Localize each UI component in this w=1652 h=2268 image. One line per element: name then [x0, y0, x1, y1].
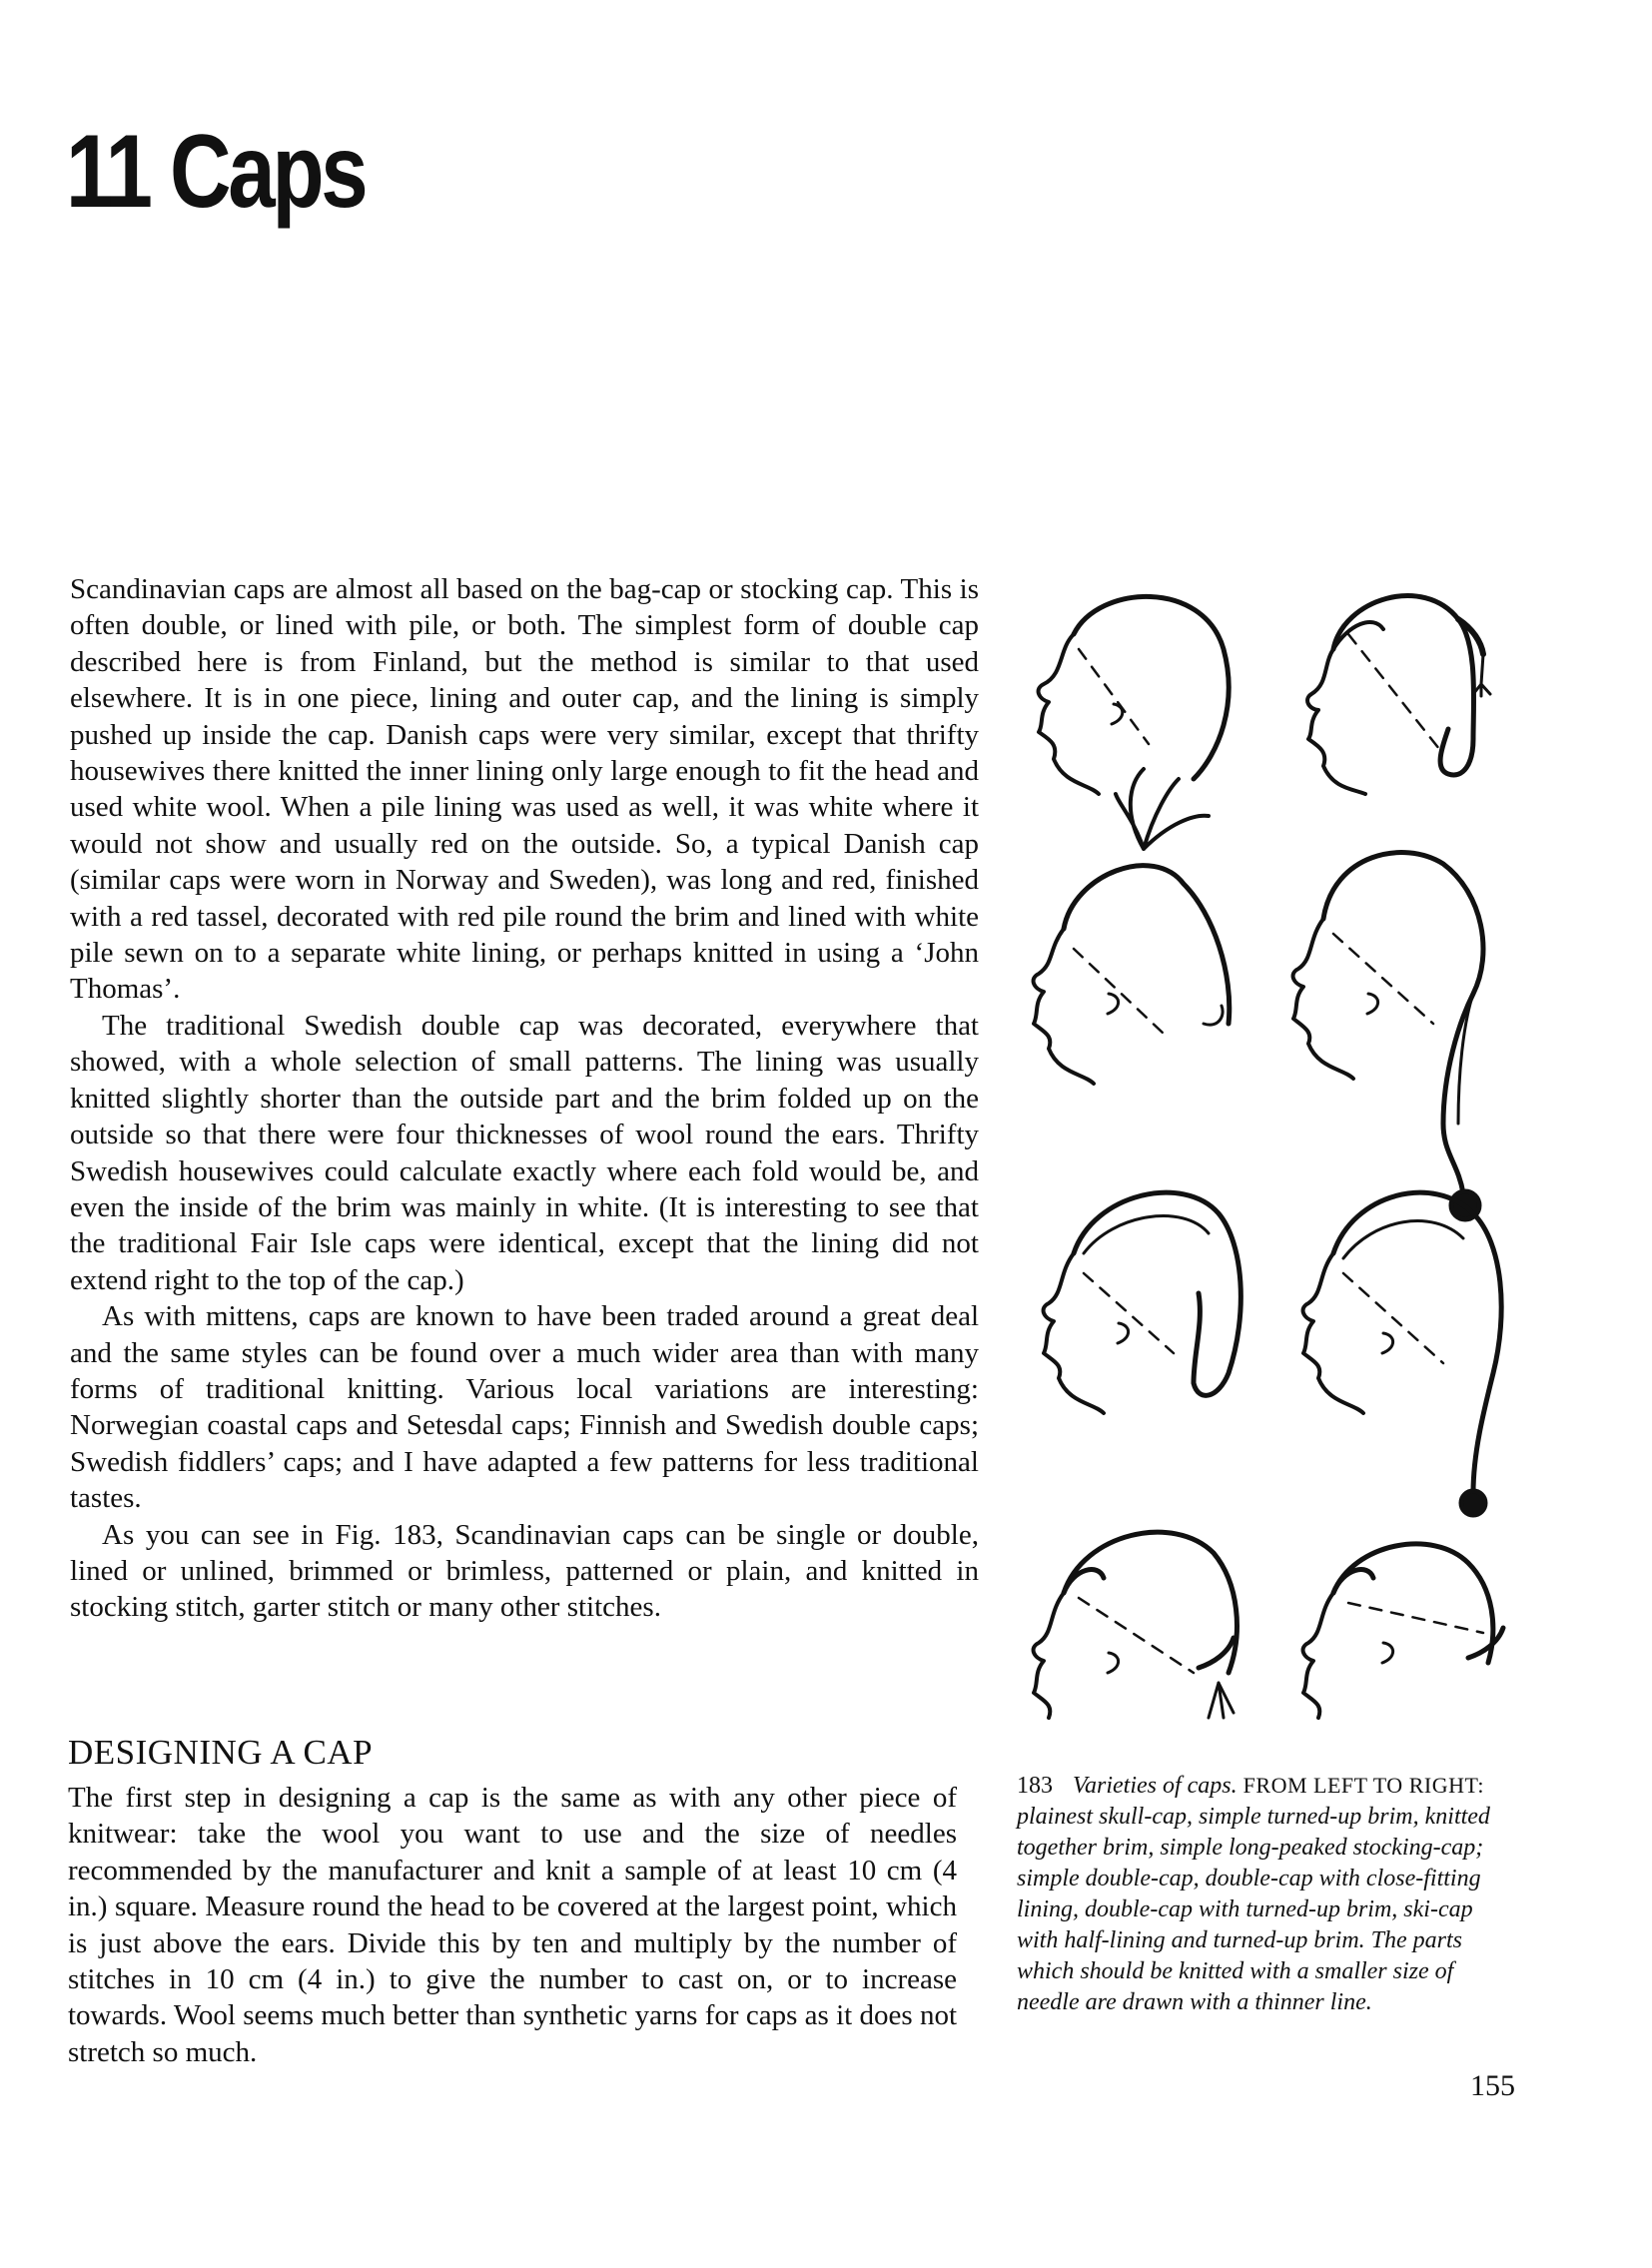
chapter-title: 11 Caps	[66, 114, 366, 230]
intro-paragraph-4: As you can see in Fig. 183, Scandinavian caps can be single or double, lined or unlined, brimmed or brimless, patterned or plain, and knitted in stocking stitch, garter stitch or many other stitches.	[70, 1518, 979, 1624]
section-heading: DESIGNING A CAP	[68, 1733, 374, 1772]
caps-illustration	[1004, 554, 1613, 1728]
figure-title: Varieties of caps.	[1073, 1773, 1238, 1799]
figure-description: plainest skull-cap, simple turned-up brim, knitted together brim, simple long-peaked stocking-cap; simple double-cap, double-cap with close-fitting lining, double-cap with turned-up brim, ski-cap with half-lining and turned-up brim. The parts which should be knitted with a smaller size of needle are drawn with a thinner line.	[1017, 1804, 1490, 2015]
section-text: The first step in designing a cap is the same as with any other piece of knitwear: take the wool you want to use and the size of needles recommended by the manufacturer and knit a sample of at least 10 cm (4 in.) square. Measure round the head to be covered at the largest point, which is just above the ears. Divide this by ten and multiply by the number of stitches in 10 cm (4 in.) to give the number to cast on, or to increase towards. Wool seems much better than synthetic yarns for caps as it does not stretch so much.	[68, 1782, 957, 2068]
cap-drawing-skull-cap	[1039, 596, 1230, 794]
intro-paragraph-3: As with mittens, caps are known to have been traded around a great deal and the same styles can be found over a much wider area than with many forms of traditional knitting. Various local variations are interesting: Norwegian coastal caps and Setesdal caps; Finnish and Swedish double caps; Swedish fiddlers’ caps; and I have adapted a few patterns for less traditional tastes.	[70, 1300, 979, 1515]
cap-drawing-close-lining	[1303, 1192, 1502, 1515]
intro-paragraph-2: The traditional Swedish double cap was decorated, everywhere that showed, with a whole selection of small patterns. The lining was usually knitted slightly shorter than the outside part and the brim folded up on the outside so that there were four thicknesses of wool round the ears. Thrifty Swedish housewives could calculate exactly where each fold would be, and even the inside of the brim was mainly in white. (It is interesting to see that the traditional Fair Isle caps were identical, except that the lining did not extend right to the top of the cap.)	[70, 1009, 979, 1296]
cap-drawing-turned-up-double	[1034, 1532, 1238, 1718]
figure-number: 183	[1017, 1773, 1053, 1799]
cap-drawing-double-cap	[1044, 1192, 1241, 1413]
intro-text	[70, 571, 979, 1626]
figure-direction: FROM LEFT TO RIGHT:	[1242, 1773, 1484, 1798]
cap-drawing-knitted-brim	[1034, 769, 1230, 1084]
cap-drawing-stocking-cap	[1293, 853, 1483, 1219]
cap-drawing-turned-up-brim	[1307, 596, 1490, 794]
page-number: 155	[1470, 2069, 1515, 2102]
cap-drawing-ski-cap	[1303, 1544, 1503, 1718]
intro-paragraph-1: Scandinavian caps are almost all based on the bag-cap or stocking cap. This is often double, or lined with pile, or both. The simplest form of double cap described here is from Finland, but the method is similar to that used elsewhere. It is in one piece, lining and outer cap, and the lining is simply pushed up inside the cap. Danish caps were very similar, except that thrifty housewives there knitted the inner lining only large enough to fit the head and used white wool. When a pile lining was used as well, it was white where it would not show and usually red on the outside. So, a typical Danish cap (similar caps were worn in Norway and Sweden), was long and red, finished with a red tassel, decorated with red pile round the brim and lined with white pile sewn on to a separate white lining, or perhaps knitted in using a ‘John Thomas’.	[70, 573, 979, 1006]
figure-caption	[1017, 1770, 1516, 2018]
